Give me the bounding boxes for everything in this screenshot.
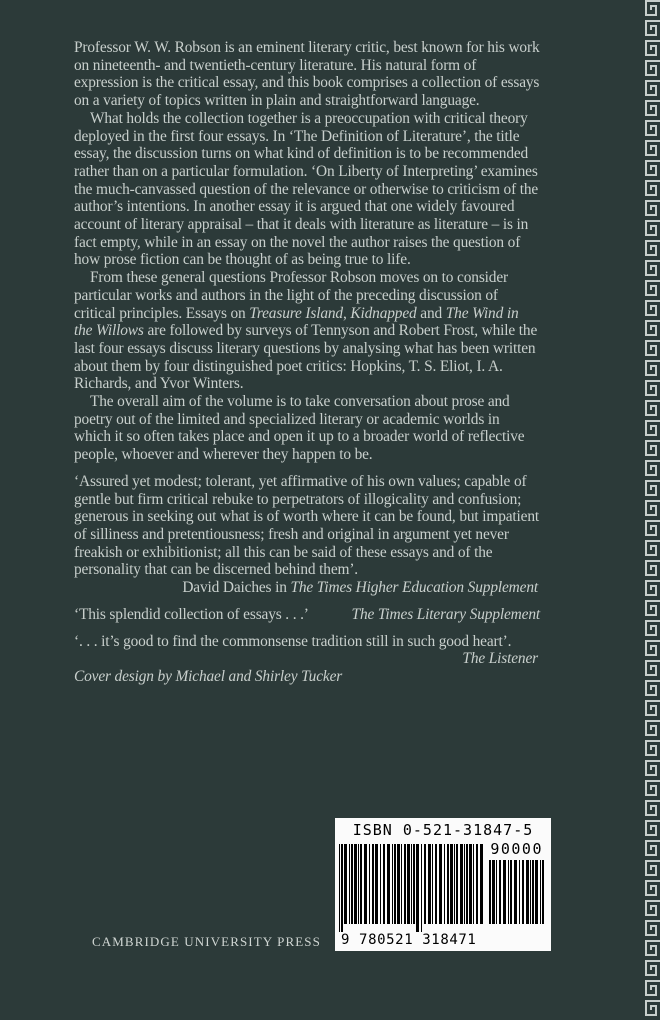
key-motif [646, 221, 660, 235]
barcode-bar [522, 860, 524, 924]
blurb-text [74, 39, 540, 686]
key-motif [646, 881, 660, 895]
cover-credit: Cover design by Michael and Shirley Tucker [74, 667, 343, 685]
quote-listener-attribution [74, 650, 540, 668]
barcode-bar [432, 844, 433, 924]
key-motif [646, 941, 660, 955]
barcode-bar [387, 844, 390, 924]
barcode-bar [407, 844, 410, 924]
isbn-barcode [335, 818, 551, 951]
price-code: 90000 [490, 840, 543, 858]
key-motif [646, 261, 660, 275]
key-motif [646, 561, 660, 575]
barcode-bar [351, 844, 353, 924]
paragraph-3-start: From these general questions Professor Robson moves on to consider particular works and authors in the light of the preceding discussion of critical principles. Essays on [74, 269, 508, 322]
key-motif [646, 241, 660, 255]
barcode-bar [514, 860, 517, 924]
barcode-bar [476, 844, 478, 924]
barcode-bar [489, 860, 491, 924]
barcode-bar [413, 844, 415, 924]
key-motif [646, 281, 660, 295]
barcode-bar [530, 860, 531, 924]
key-motif [646, 461, 660, 475]
barcode-bar [364, 844, 367, 924]
key-motif [646, 961, 660, 975]
barcode-bar [492, 860, 495, 924]
key-motif [646, 801, 660, 815]
barcode-bar [380, 844, 381, 924]
key-motif [646, 781, 660, 795]
key-motif [646, 61, 660, 75]
barcode-bar [428, 844, 431, 924]
key-motif [646, 721, 660, 735]
key-motif [646, 841, 660, 855]
key-motif [646, 181, 660, 195]
paragraph-2: What holds the collection together is a preoccupation with critical theory deployed in the first four essays. In ‘The Definition of Literature’, the title essay, the discussion turns on what kind of definition is to be recommended rather than on a particular formulation. ‘On Liberty of Interpreting’ examines the much-canvassed question of the relevance or otherwise to criticism of the author’s intentions. In another essay it is argued that one widely favoured account of literary appraisal – that it deals with literature as literature – is in fact empty, while in an essay on the novel the author raises the question of how prose fiction can be thought of as being true to life. [74, 109, 539, 269]
barcode-bar [535, 860, 538, 924]
key-motif [646, 501, 660, 515]
barcode-bar [480, 844, 483, 924]
barcode-bar [416, 844, 419, 932]
key-motif [646, 701, 660, 715]
key-motif [646, 681, 660, 695]
barcode-bar [404, 844, 406, 924]
barcode-bar [519, 860, 520, 924]
barcode-bar [542, 860, 544, 924]
key-motif [646, 741, 660, 755]
paragraph-4: The overall aim of the volume is to take conversation about prose and poetry out of the limited and specialized literary or academic worlds in which it so often takes place and open it up to a broader world of reflective people, whoever and wherever they happen to be. [74, 393, 525, 464]
barcode-bar [460, 844, 463, 924]
key-motif [646, 641, 660, 655]
barcode-bar [464, 844, 465, 924]
key-motif [646, 861, 660, 875]
barcode-bar [411, 844, 412, 924]
barcode-bar [344, 844, 347, 924]
key-motif [646, 321, 660, 335]
barcode-bar [456, 844, 458, 924]
key-motif [646, 481, 660, 495]
barcode-bar [444, 844, 445, 924]
key-motif [646, 901, 660, 915]
barcode-bar [392, 844, 393, 924]
key-motif [646, 101, 660, 115]
barcode-bar [503, 860, 506, 924]
key-motif [646, 1, 660, 15]
barcode-bar [439, 844, 442, 924]
ean-barcode-bars [339, 844, 485, 934]
paragraph-3: From these general questions Professor Robson moves on to consider particular works and authors in the light of the preceding discussion of critical principles. Essays on Treasure Island, Kidnapped and The Wind in the Willows are followed by surveys of Tennyson and Robert Frost, while the last four essays discuss literary questions by analysing what has been written about them by four distinguished poet critics: Hopkins, T. S. Eliot, I. A. Richards, and Yvor Winters. [74, 269, 538, 393]
quote-daiches: ‘Assured yet modest; tolerant, yet affirmative of his own values; capable of gentle but firm critical rebuke to perpetrators of illogicality and confusion; generous in seeking out what is of worth where it can be found, but impatient of silliness and pretentiousness; fresh and original in argument yet never freakish or exhibitionist; all this can be said of these essays and of the personality that can be discerned behind them’. [74, 472, 540, 579]
key-motif [646, 81, 660, 95]
barcode-bar [421, 844, 422, 932]
key-motif [646, 381, 660, 395]
tls-quote-text: ‘This splendid collection of essays . . .’ [74, 605, 309, 623]
barcode-bar [401, 844, 402, 924]
barcode-bar [358, 844, 359, 924]
barcode-bar [454, 844, 455, 924]
barcode-bar [394, 844, 396, 924]
barcode-bar [424, 844, 426, 924]
barcode-bar [360, 844, 362, 924]
barcode-bar [469, 844, 472, 924]
key-motif [646, 41, 660, 55]
key-motif [646, 361, 660, 375]
key-motif [646, 201, 660, 215]
barcode-bar [349, 844, 350, 924]
paragraph-3-end: are followed by surveys of Tennyson and Robert Frost, while the last four essays discuss literary questions by analysing what has been written about them by four distinguished poet critics: Hopkins, T. S. Eliot, I. A. Richards, and Yvor Winters. [74, 322, 538, 393]
quote-tls [74, 606, 540, 624]
barcode-bar [383, 844, 385, 924]
publisher-name: CAMBRIDGE UNIVERSITY PRESS [92, 934, 321, 949]
key-motif [646, 921, 660, 935]
barcode-bar [473, 844, 474, 924]
tls-source: The Times Literary Supplement [351, 605, 540, 623]
key-motif [646, 1001, 660, 1015]
title-wind-in-willows: The Wind in the Willows [74, 304, 519, 340]
key-motif [646, 121, 660, 135]
key-motif [646, 161, 660, 175]
key-motif [646, 581, 660, 595]
quote-listener: ‘. . . it’s good to find the commonsense tradition still in such good heart’. [74, 632, 512, 650]
key-motif [646, 521, 660, 535]
key-motif [646, 141, 660, 155]
title-kidnapped: Kidnapped [350, 304, 417, 322]
title-treasure-island: Treasure Island [249, 304, 343, 322]
quote-daiches-attribution [74, 579, 540, 597]
barcode-bar [341, 844, 343, 932]
greek-key-border [642, 0, 660, 1020]
listener-source: The Listener [462, 650, 538, 668]
barcode-bar [466, 844, 468, 924]
barcode-bar [532, 860, 534, 924]
barcode-bar [369, 844, 370, 924]
cover-left-margin [0, 0, 68, 1020]
barcode-bar [508, 860, 509, 924]
barcode-bar [496, 860, 497, 924]
barcode-bar [540, 860, 541, 924]
key-motif [646, 341, 660, 355]
daiches-source: The Times Higher Education Supplement [290, 579, 538, 597]
key-motif [646, 421, 660, 435]
barcode-bar [339, 844, 340, 932]
paragraph-1: Professor W. W. Robson is an eminent literary critic, best known for his work on nineteenth- and twentieth-century literature. His natural form of expression is the critical essay, and this book comprises a collection of essays on a variety of topics written in plain and straightforward language. [74, 39, 540, 110]
barcode-bar [375, 844, 378, 924]
ean-digits: 9 780521 318471 [341, 932, 477, 948]
key-motif [646, 761, 660, 775]
barcode-bar [510, 860, 512, 924]
barcode-bar [435, 844, 437, 924]
barcode-bar [372, 844, 374, 924]
addon-barcode-bars [489, 860, 545, 934]
greek-key-pattern [642, 0, 660, 1020]
barcode-bar [499, 860, 501, 924]
barcode-bar [397, 844, 400, 924]
key-motif [646, 821, 660, 835]
barcode-bar [447, 844, 449, 924]
key-motif [646, 401, 660, 415]
key-motif [646, 981, 660, 995]
key-motif [646, 621, 660, 635]
barcode-bar [354, 844, 357, 924]
key-motif [646, 21, 660, 35]
barcode-bar [450, 844, 453, 924]
key-motif [646, 301, 660, 315]
key-motif [646, 601, 660, 615]
barcode-bar [526, 860, 529, 924]
key-motif [646, 441, 660, 455]
key-motif [646, 541, 660, 555]
key-motif [646, 661, 660, 675]
isbn-label: ISBN 0-521-31847-5 [352, 821, 534, 839]
daiches-author: David Daiches in [182, 579, 287, 597]
